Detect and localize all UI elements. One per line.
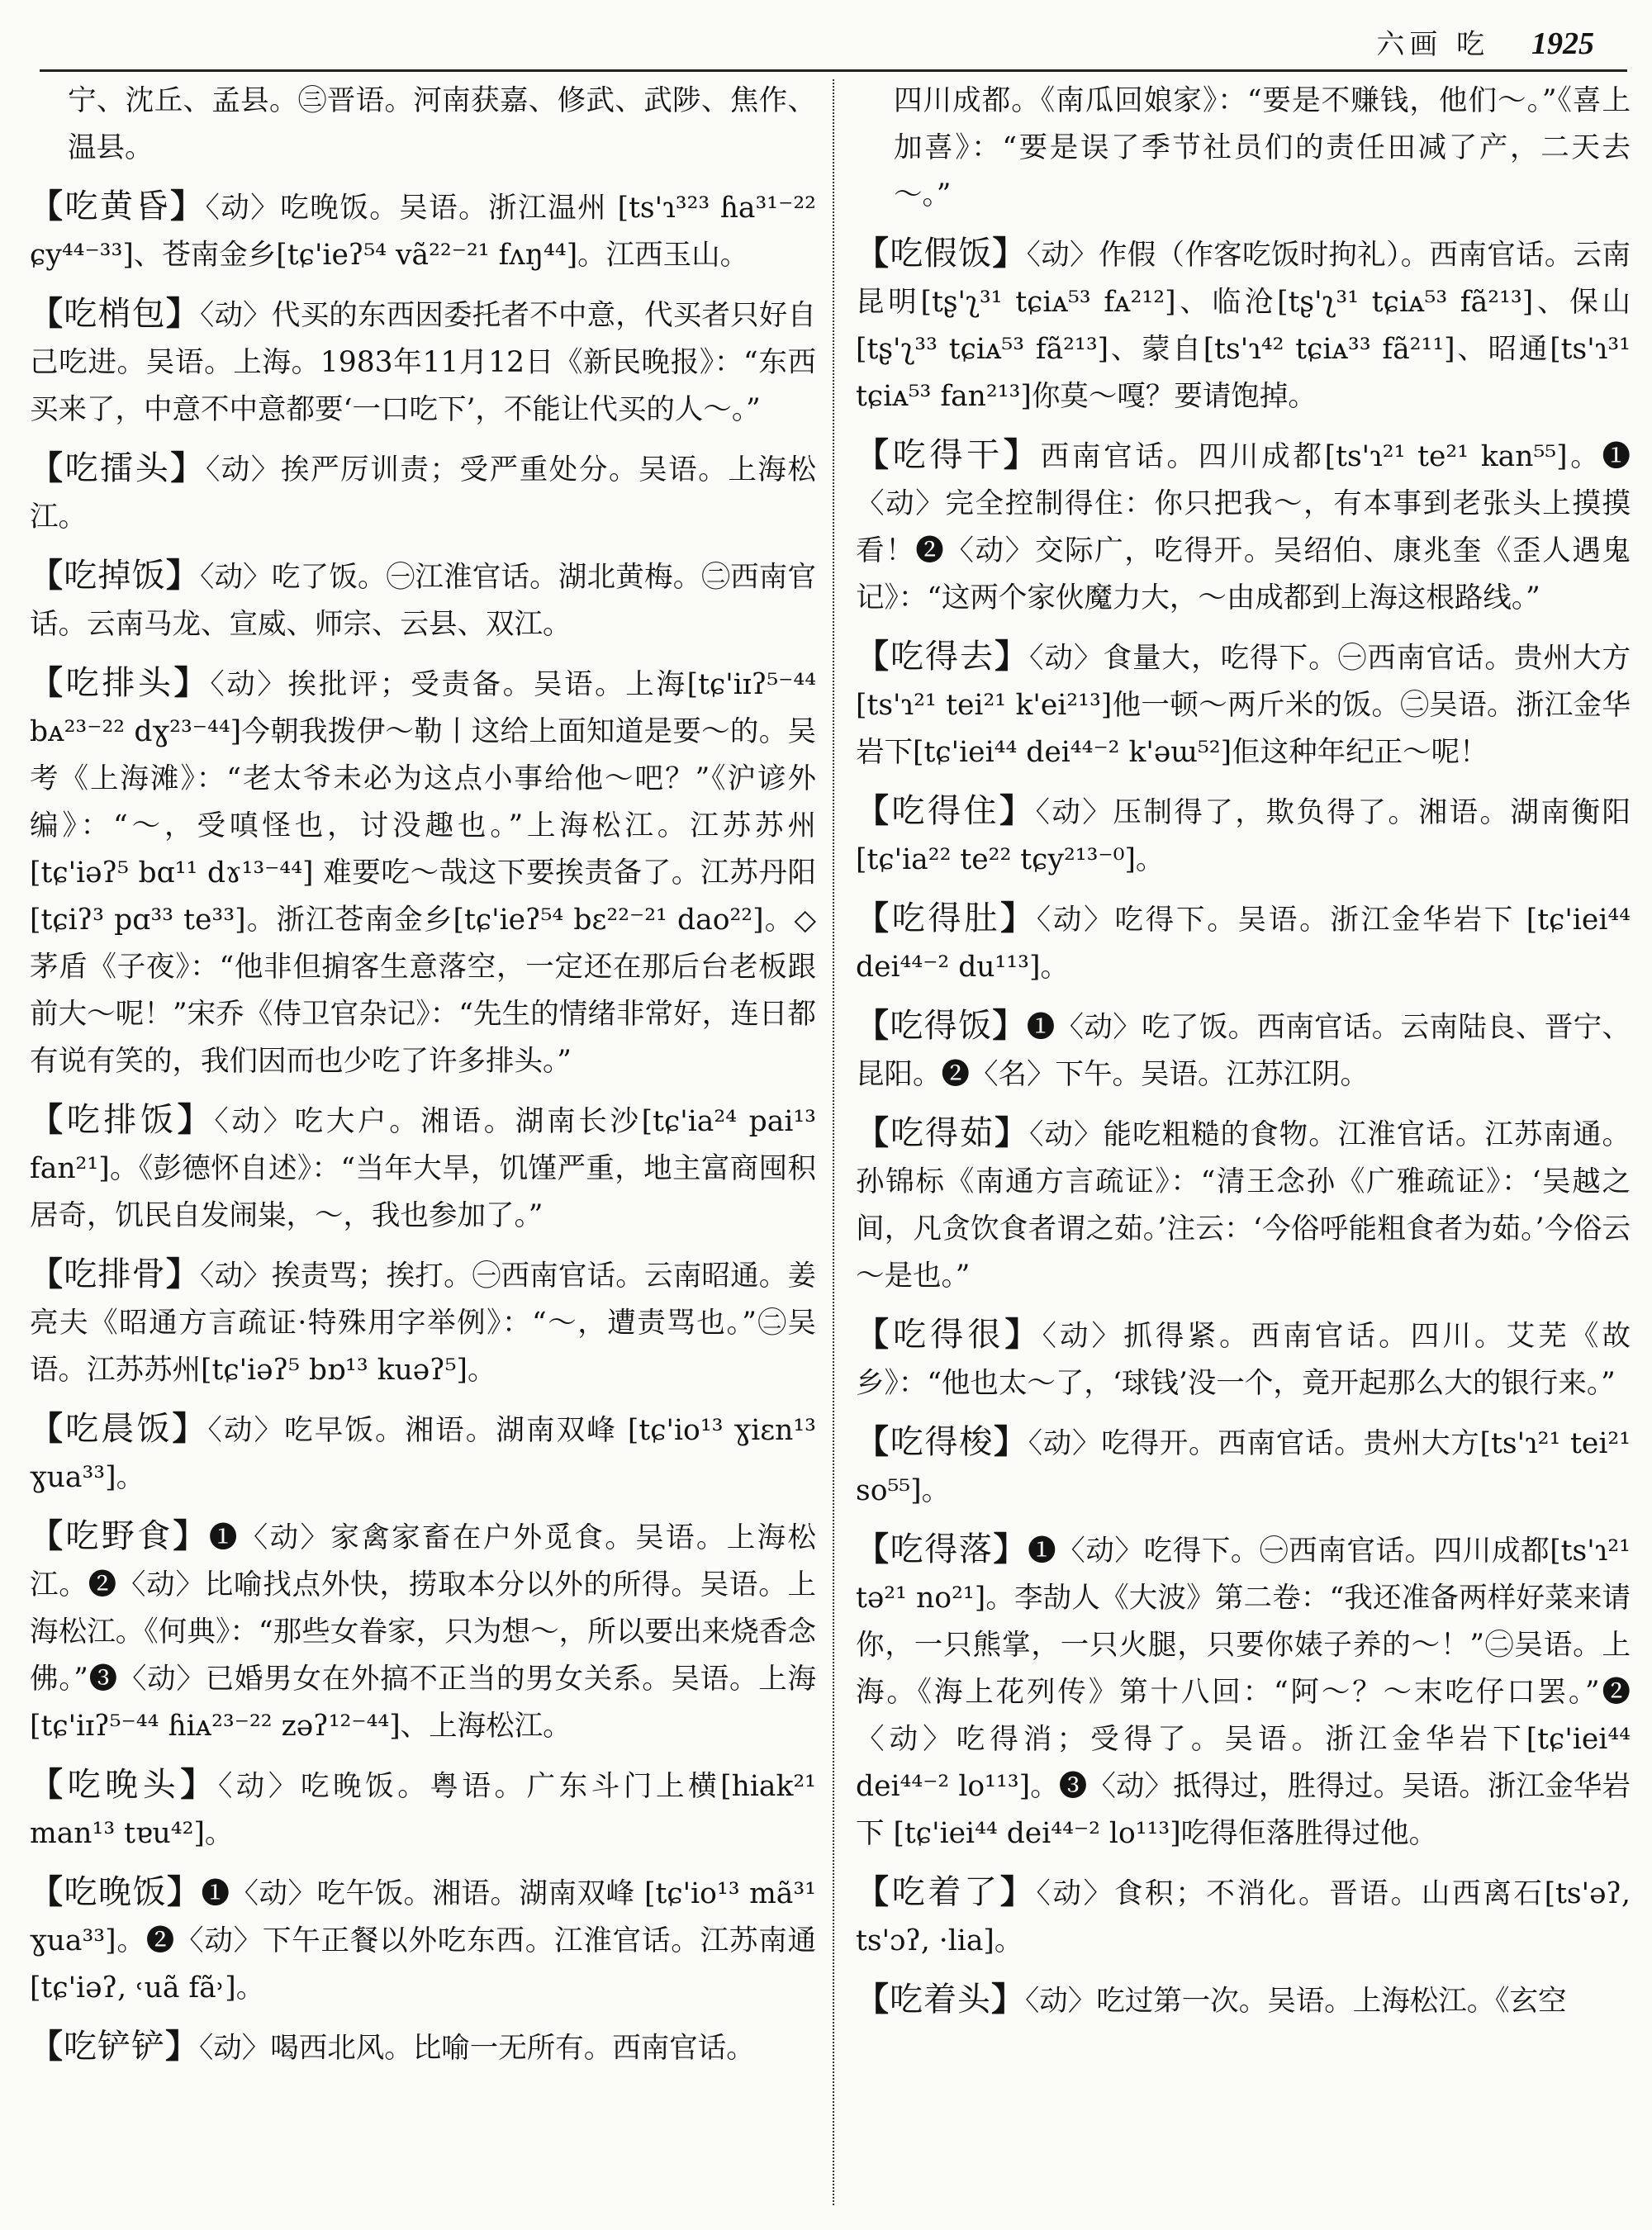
entry-definition: 西南官话。四川成都[ts'ɿ²¹ te²¹ kan⁵⁵]。❶〈动〉完全控制得住：你只把我～，有本事到老张头上摸摸看！❷〈动〉交际广，吃得开。吴绍伯、康兆奎《歪人遇鬼记》：“这两个家伙魔力大，～由成都到上海这根路线。” xyxy=(856,440,1631,614)
headword-text: 吃排骨 xyxy=(64,1255,166,1293)
open-bracket: 【 xyxy=(856,791,892,830)
open-bracket: 【 xyxy=(30,663,66,702)
headword-text: 吃得干 xyxy=(892,436,1004,474)
entry-headword xyxy=(30,449,206,487)
dictionary-entry xyxy=(30,1868,816,2012)
headword-text: 吃铲铲 xyxy=(64,2028,165,2066)
headword-text: 吃得肚 xyxy=(891,899,1001,937)
entry-headword xyxy=(30,1873,202,1911)
headword-text: 吃野食 xyxy=(65,1517,173,1555)
dictionary-entry xyxy=(30,1250,816,1394)
entry-definition: 〈动〉代买的东西因委托者不中意，代买者只好自己吃进。吴语。上海。1983年11月12日《新民晚报》：“东西买来了，中意不中意都要‘一口吃下’，不能让代买的人～。” xyxy=(30,299,816,426)
entry-headword xyxy=(856,1316,1042,1354)
dictionary-entry xyxy=(30,1761,816,1858)
entry-headword xyxy=(30,2028,199,2066)
dictionary-entry xyxy=(30,183,816,279)
entry-headword xyxy=(30,1255,200,1293)
open-bracket: 【 xyxy=(30,556,64,595)
dictionary-entry xyxy=(30,552,816,648)
open-bracket: 【 xyxy=(30,1765,68,1804)
dictionary-entry xyxy=(30,444,816,541)
entry-headword xyxy=(856,1530,1028,1568)
open-bracket: 【 xyxy=(30,448,65,487)
open-bracket: 【 xyxy=(856,637,891,676)
close-bracket: 】 xyxy=(992,234,1027,273)
open-bracket: 【 xyxy=(856,1315,894,1354)
dictionary-entry xyxy=(30,659,816,1085)
dictionary-entry xyxy=(856,1311,1631,1407)
close-bracket: 】 xyxy=(995,1113,1030,1152)
entry-definition: 〈动〉吃得开。西南官话。贵州大方[ts'ɿ²¹ tei²¹ so⁵⁵]。 xyxy=(856,1427,1631,1507)
entry-definition: ❶〈动〉吃了饭。西南官话。云南陆良、晋宁、昆阳。❷〈名〉下午。吴语。江苏江阴。 xyxy=(856,1011,1631,1091)
entry-definition: 〈动〉吃大户。湘语。湖南长沙[tɕ'ia²⁴ pai¹³ fan²¹]。《彭德怀自述》：“当年大旱，饥馑严重，地主富商囤积居奇，饥民自发闹粜，～，我也参加了。” xyxy=(30,1105,816,1232)
open-bracket: 【 xyxy=(856,1980,890,2019)
headword-text: 吃晚头 xyxy=(67,1766,181,1804)
entry-definition: 〈动〉作假（作客吃饭时拘礼）。西南官话。云南昆明[tʂ'ʅ³¹ tɕiᴀ⁵³ fᴀ²¹²]、临沧[tʂ'ʅ³¹ tɕiᴀ⁵³ fã²¹³]、保山 [tʂ'ʅ³³ tɕiᴀ⁵³ fã²¹³]、蒙自[ts'ɿ⁴² tɕiᴀ³³ fã²¹¹]、昭通[ts'ɿ³¹ tɕiᴀ⁵³ fan²¹³]你莫～嘎？要请饱掉。 xyxy=(856,239,1631,413)
close-bracket: 】 xyxy=(167,1872,202,1911)
entry-headword xyxy=(856,1981,1025,2019)
close-bracket: 】 xyxy=(165,294,201,333)
close-bracket: 】 xyxy=(169,187,206,225)
headword-text: 吃擂头 xyxy=(64,449,171,487)
close-bracket: 】 xyxy=(999,1872,1037,1911)
headword-text: 吃排饭 xyxy=(66,1101,178,1139)
headword-text: 吃得去 xyxy=(890,638,995,676)
close-bracket: 】 xyxy=(1000,899,1037,937)
entry-headword xyxy=(30,1101,214,1139)
open-bracket: 【 xyxy=(30,187,65,225)
open-bracket: 【 xyxy=(856,234,890,273)
dictionary-entry xyxy=(856,1002,1631,1098)
page-number: 1925 xyxy=(1531,26,1594,61)
close-bracket: 】 xyxy=(993,1530,1028,1568)
dictionary-entry xyxy=(856,230,1631,420)
open-bracket: 【 xyxy=(856,1530,890,1568)
entry-definition: 〈动〉挨责骂；挨打。㊀西南官话。云南昭通。姜亮夫《昭通方言疏证·特殊用字举例》：“～，遭责骂也。”㊁吴语。江苏苏州[tɕ'iəʔ⁵ bɒ¹³ kuəʔ⁵]。 xyxy=(30,1260,816,1387)
entry-definition: 〈动〉食积；不消化。晋语。山西离石[ts'əʔ, ts'ɔʔ, ·lia]。 xyxy=(856,1877,1631,1957)
open-bracket: 【 xyxy=(856,435,893,474)
entry-headword xyxy=(856,1873,1037,1911)
dictionary-entry xyxy=(856,1525,1631,1858)
header-rule xyxy=(40,69,1627,72)
entry-headword xyxy=(30,1766,218,1804)
dictionary-entry xyxy=(856,1976,1631,2025)
dictionary-entry xyxy=(856,633,1631,776)
open-bracket: 【 xyxy=(30,1100,67,1139)
open-bracket: 【 xyxy=(30,1872,64,1911)
right-column xyxy=(856,78,1631,2213)
close-bracket: 】 xyxy=(173,663,211,702)
open-bracket: 【 xyxy=(30,294,64,333)
close-bracket: 】 xyxy=(180,1765,218,1804)
entry-definition: ❶〈动〉吃午饭。湘语。湖南双峰 [tɕ'io¹³ mã³¹ ɣua³³]。❷〈动〉下午正餐以外吃东西。江淮官话。江苏南通[tɕ'iəʔ, ˓uã fã˒]。 xyxy=(30,1877,816,2005)
entry-headword xyxy=(30,1410,208,1448)
entry-definition: 〈动〉压制得了，欺负得了。湘语。湖南衡阳[tɕ'ia²² te²² tɕy²¹³⁻⁰]。 xyxy=(856,796,1631,876)
open-bracket: 【 xyxy=(856,899,892,937)
entry-headword xyxy=(856,638,1029,676)
entry-headword xyxy=(30,187,205,225)
close-bracket: 】 xyxy=(165,556,201,595)
dictionary-entry xyxy=(856,894,1631,991)
entry-definition: 〈动〉喝西北风。比喻一无所有。西南官话。 xyxy=(199,2032,755,2065)
close-bracket: 】 xyxy=(172,1409,208,1448)
close-bracket: 】 xyxy=(999,791,1036,830)
entry-headword xyxy=(30,1517,209,1555)
headword-text: 吃晨饭 xyxy=(65,1410,173,1448)
column-divider xyxy=(833,79,834,2205)
headword-text: 吃着了 xyxy=(891,1873,1000,1911)
dictionary-entry xyxy=(856,1418,1631,1515)
open-bracket: 【 xyxy=(856,1422,890,1461)
dictionary-entry xyxy=(30,290,816,434)
dictionary-entry xyxy=(856,1868,1631,1965)
entry-definition: 〈动〉吃得下。吴语。浙江金华岩下 [tɕ'iei⁴⁴ dei⁴⁴⁻² du¹¹³]。 xyxy=(856,904,1631,984)
entry-definition: 〈动〉挨批评；受责备。吴语。上海[tɕ'iɪʔ⁵⁻⁴⁴ bᴀ²³⁻²² dɣ²³⁻⁴⁴]今朝我拨伊～勒丨这给上面知道是要～的。吴考《上海滩》：“老太爷未必为这点小事给他～吧？”《沪谚外编》：“～，受嗔怪也，讨没趣也。”上海松江。江苏苏州 [tɕ'iəʔ⁵ bɑ¹¹ dɤ¹³⁻⁴⁴] 难要吃～哉这下要挨责备了。江苏丹阳[tɕiʔ³ pɑ³³ te³³]。浙江苍南金乡[tɕ'ieʔ⁵⁴ bɛ²²⁻²¹ dao²²]。◇茅盾《子夜》：“他非但掮客生意落空，一定还在那后台老板跟前大～呢！”宋乔《侍卫官杂记》：“先生的情绪非常好，连日都有说有笑的，我们因而也少吃了许多排头。” xyxy=(30,668,816,1078)
entry-definition: 〈动〉吃过第一次。吴语。上海松江。《玄空 xyxy=(1025,1985,1567,2018)
entry-headword xyxy=(856,1423,1028,1461)
close-bracket: 】 xyxy=(992,1006,1027,1045)
entry-definition: ❶〈动〉吃得下。㊀西南官话。四川成都[ts'ɿ²¹ tə²¹ no²¹]。李劼人《大波》第二卷：“我还准备两样好菜来请你，一只熊掌，一只火腿，只要你婊子养的～！”㊁吴语。上海。《海上花列传》第十八回：“阿～？～末吃仔口罢。”❷〈动〉吃得消；受得了。吴语。浙江金华岩下[tɕ'iei⁴⁴ dei⁴⁴⁻² lo¹¹³]。❸〈动〉抵得过，胜得过。吴语。浙江金华岩下 [tɕ'iei⁴⁴ dei⁴⁴⁻² lo¹¹³]吃得佢落胜得过他。 xyxy=(856,1535,1631,1850)
headword-text: 吃得住 xyxy=(891,792,1000,830)
entry-definition: 〈动〉食量大，吃得下。㊀西南官话。贵州大方[ts'ɿ²¹ tei²¹ k'ei²¹³]他一顿～两斤米的饭。㊁吴语。浙江金华岩下[tɕ'iei⁴⁴ dei⁴⁴⁻² k'əɯ⁵²]佢这种年纪正～呢！ xyxy=(856,642,1631,769)
close-bracket: 】 xyxy=(165,1255,201,1293)
entry-definition: 〈动〉挨严厉训责；受严重处分。吴语。上海松江。 xyxy=(30,453,816,534)
entry-definition: 〈动〉吃晚饭。吴语。浙江温州 [ts'ɿ³²³ ɦa³¹⁻²² ɕy⁴⁴⁻³³]、苍南金乡[tɕ'ieʔ⁵⁴ vã²²⁻²¹ fʌŋ⁴⁴]。江西玉山。 xyxy=(30,192,816,272)
entry-headword xyxy=(30,295,200,333)
dictionary-entry xyxy=(856,787,1631,884)
headword-text: 吃得梭 xyxy=(890,1423,995,1461)
entry-definition: ❶〈动〉家禽家畜在户外觅食。吴语。上海松江。❷〈动〉比喻找点外快，捞取本分以外的所得。吴语。上海松江。《何典》：“那些女眷家，只为想～，所以要出来烧香念佛。”❸〈动〉已婚男女在外搞不正当的男女关系。吴语。上海[tɕ'iɪʔ⁵⁻⁴⁴ ɦiᴀ²³⁻²² zəʔ¹²⁻⁴⁴]、上海松江。 xyxy=(30,1521,816,1743)
open-bracket: 【 xyxy=(30,2027,64,2066)
open-bracket: 【 xyxy=(856,1113,891,1152)
entry-headword xyxy=(856,792,1036,830)
left-continuation: 宁、沈丘、孟县。㊂晋语。河南获嘉、修武、武陟、焦作、温县。 xyxy=(68,84,816,164)
entry-definition: 〈动〉吃晚饭。粤语。广东斗门上横[hiak²¹ man¹³ tɐu⁴²]。 xyxy=(30,1770,816,1850)
headword-text: 吃黄昏 xyxy=(64,187,170,225)
close-bracket: 】 xyxy=(165,2027,199,2066)
open-bracket: 【 xyxy=(856,1006,890,1045)
entry-headword xyxy=(856,235,1027,273)
section-title: 六画 吃 xyxy=(1376,28,1490,61)
close-bracket: 】 xyxy=(994,1422,1028,1461)
close-bracket: 】 xyxy=(173,1516,209,1555)
headword-text: 吃得饭 xyxy=(890,1007,993,1045)
entry-headword xyxy=(856,436,1041,474)
entry-headword xyxy=(856,899,1037,937)
page-header xyxy=(0,21,1594,63)
open-bracket: 【 xyxy=(30,1409,66,1448)
left-column xyxy=(30,78,816,2213)
dictionary-entry xyxy=(30,1405,816,1502)
entry-headword xyxy=(30,557,200,595)
dictionary-entry xyxy=(30,1512,816,1750)
dictionary-entry xyxy=(856,1109,1631,1300)
dictionary-entry xyxy=(856,431,1631,622)
headword-text: 吃晚饭 xyxy=(64,1873,168,1911)
headword-text: 吃得茹 xyxy=(890,1114,995,1152)
headword-text: 吃得落 xyxy=(890,1530,994,1568)
close-bracket: 】 xyxy=(1003,435,1041,474)
close-bracket: 】 xyxy=(177,1100,215,1139)
dictionary-entry xyxy=(30,1096,816,1240)
headword-text: 吃梢包 xyxy=(64,295,166,333)
entry-definition: 〈动〉能吃粗糙的食物。江淮官话。江苏南通。孙锦标《南通方言疏证》：“清王念孙《广雅疏证》：‘吴越之间，凡贪饮食者谓之茹。’注云：‘今俗呼能粗食者为茹。’今俗云～是也。” xyxy=(856,1118,1631,1293)
entry-headword xyxy=(30,664,210,702)
close-bracket: 】 xyxy=(995,637,1030,676)
entry-definition: 〈动〉吃早饭。湘语。湖南双峰 [tɕ'io¹³ ɣiɛn¹³ ɣua³³]。 xyxy=(30,1414,816,1494)
open-bracket: 【 xyxy=(30,1516,66,1555)
headword-text: 吃掉饭 xyxy=(64,557,166,595)
open-bracket: 【 xyxy=(30,1255,64,1293)
entry-headword xyxy=(856,1114,1029,1152)
entry-definition: 〈动〉吃了饭。㊀江淮官话。湖北黄梅。㊁西南官话。云南马龙、宣威、师宗、云县、双江。 xyxy=(30,561,816,641)
close-bracket: 】 xyxy=(991,1980,1025,2019)
headword-text: 吃排头 xyxy=(65,664,174,702)
headword-text: 吃得很 xyxy=(893,1316,1005,1354)
headword-text: 吃着头 xyxy=(890,1981,991,2019)
close-bracket: 】 xyxy=(170,448,206,487)
open-bracket: 【 xyxy=(856,1872,892,1911)
entry-definition: 〈动〉抓得紧。西南官话。四川。艾芜《故乡》：“他也太～了，‘球钱’没一个，竟开起那么大的银行来。” xyxy=(856,1320,1631,1400)
close-bracket: 】 xyxy=(1004,1315,1042,1354)
dictionary-entry xyxy=(30,2023,816,2072)
right-continuation: 四川成都。《南瓜回娘家》：“要是不赚钱，他们～。”《喜上加喜》：“要是误了季节社员们的责任田减了产，二天去～。” xyxy=(894,84,1631,211)
headword-text: 吃假饭 xyxy=(890,235,993,273)
entry-headword xyxy=(856,1007,1027,1045)
